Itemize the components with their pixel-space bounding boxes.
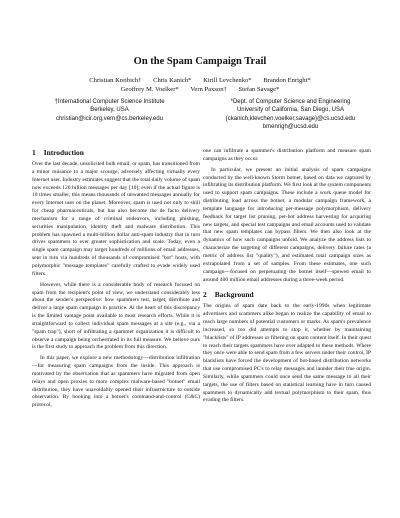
- affiliation-icsi: [22, 98, 197, 123]
- section-number: 1: [32, 148, 36, 157]
- paper-title: On the Spam Campaign Trail: [133, 56, 267, 67]
- section-heading-introduction: [32, 148, 200, 157]
- affiliation-emails: christian@icir.org,vern@cs.berkeley.edu: [55, 115, 164, 122]
- affiliation-line: University of California, San Diego, USA: [236, 107, 345, 114]
- author-name: Brandon Enright*: [263, 77, 311, 84]
- paragraph: one can infiltrate a spammer's distribution platform and measure spam campaigns as they occur.: [203, 148, 371, 162]
- affiliation-ucsd: [203, 98, 378, 132]
- author-line-2: [20, 85, 380, 94]
- right-column: [203, 148, 371, 408]
- section-heading-background: [203, 290, 371, 299]
- paragraph: However, while there is a considerable body of research focused on spam from the recipient's point of view, we understand considerably less about the sender's perspective: how spammers test, target, distribute and deliver a large spam campaign in practice. At the heart of this discrepancy is the limited vantage point available to most research efforts. While it is straightforward to collect individual spam messages at a site (e.g., via a "spam trap"), short of infiltrating a spammer organization it is difficult to observe a campaign being orchestrated in its full measure. We believe ours is the first study to approach the problem from this direction.: [32, 281, 200, 351]
- author-name: Kirill Levchenko*: [203, 77, 252, 84]
- author-line-1: [20, 76, 380, 85]
- author-name: Chris Kanich*: [153, 77, 192, 84]
- paragraph: In particular, we present an initial analysis of spam campaigns conducted by the well-known Storm botnet, based on data we captured by infiltrating its distribution platform. We first look at the system components used to support spam campaigns. These include a work queue model for distributing load across the botnet, a modular campaign framework, a template language for introducing per-message polymorphism, delivery feedback for target list pruning, per-bot address harvesting for acquiring new targets, and special test campaigns and email accounts used to validate that new spam templates can bypass filters. We then also look at the dynamics of how such campaigns unfold. We analyze the address lists to characterize the targeting of different campaigns, delivery failure rates (a metric of address list "quality"), and estimated total campaign sizes as extrapolated from a set of samples. From these estimates, one such campaign—focused on perpetuating the botnet itself—spewed email to around 400 million email addresses during a three-week period.: [203, 166, 371, 283]
- author-name: Stefan Savage*: [238, 86, 280, 93]
- left-column: [32, 148, 200, 413]
- paragraph: The origins of spam date back to the early-1990s when legitimate advertisers and scammers alike began to realize the capability of email to reach large numbers of potential customers or marks. As spam's prevalence increased, so too did attempts to stop it, whether by maintaining "blacklists" of IP addresses or filtering on spam content itself. In their quest to reach their targets spammers have ever adapted to these methods. Where they once were able to send spam from a few servers under their control, IP blacklists have forced the development of bot-based distribution networks that use compromised PC's to relay messages and launder their true origin. Similarly, while spammers could once send the same message to all their targets, the use of filters based on statistical learning have in turn caused spammers to dynamically add textual polymorphism to their spam, thus evading the filters.: [203, 303, 371, 404]
- affiliation-emails: {ckanich,klevchen,voelker,savage}@cs.ucsd.edu: [225, 115, 356, 122]
- paragraph: In this paper, we explore a new methodology—distribution infiltration—for measuring spam campaigns from the inside. This approach is motivated by the observation that as spammers have migrated from open relays and open proxies to more complex malware-based "botnet" email distribution, they have unavoidably opened their infrastructure to outside observation. By hooking into a botnet's command-and-control (C&C) protocol,: [32, 355, 200, 409]
- affiliation-line: Berkeley, USA: [90, 107, 129, 114]
- affiliation-line: †International Computer Science Institute: [54, 99, 165, 105]
- affiliation-line: *Dept. of Computer Science and Engineering: [230, 99, 351, 105]
- author-name: Christian Kreibich†: [89, 77, 142, 84]
- section-title: Introduction: [43, 148, 84, 157]
- affiliation-emails: bmenrigh@ucsd.edu: [262, 124, 319, 131]
- paragraph: Over the last decade, unsolicited bulk email, or spam, has transitioned from a minor nuisance to a major scourge, adversely affecting virtually every Internet user. Industry estimates suggest that the total daily volume of spam now exceeds 120 billion messages per day [10]; even if the actual figure is 10 times smaller, this means thousands of unwanted messages annually for every Internet user on the planet. Moreover, spam is used not only to shill for cheap pharmaceuticals, but has also become the de facto delivery mechanism for a range of criminal endeavors, including phishing, securities manipulation, identity theft and malware distribution. This problem has spawned a multi-billion dollar anti-spam industry that in turn drives spammers to ever greater sophistication and scale. Today, even a single spam campaign may target hundreds of millions of email addresses, sent in turn via hundreds of thousands of compromised "bot" hosts, with polymorphic "message templates" carefully crafted to evade widely used filters.: [32, 161, 200, 277]
- author-name: Geoffrey M. Voelker*: [120, 86, 179, 93]
- section-title: Background: [214, 290, 254, 300]
- author-name: Vern Paxson†: [190, 86, 227, 93]
- section-number: 2: [203, 290, 207, 300]
